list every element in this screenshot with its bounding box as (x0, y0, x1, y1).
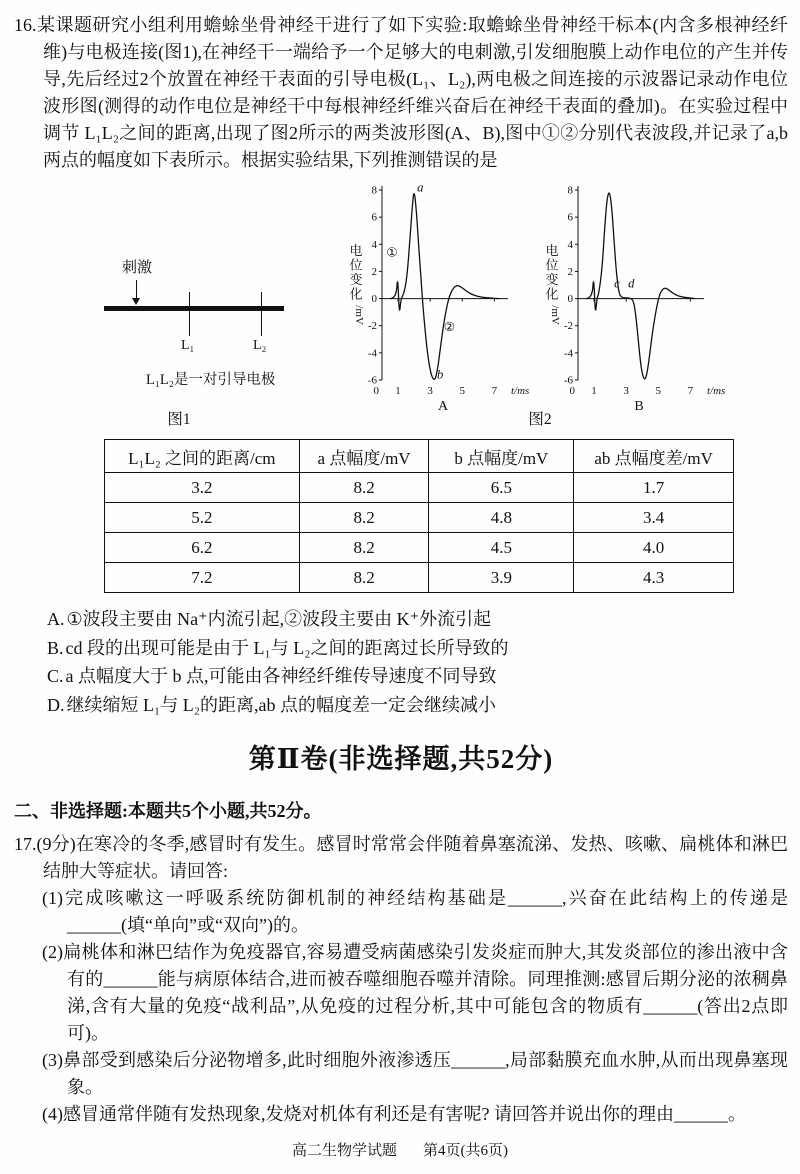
table-cell: 1.7 (574, 473, 734, 503)
table-cell: 4.8 (429, 503, 574, 533)
y-tick-label: 6 (567, 211, 573, 224)
figure1-caption: 图1 (167, 411, 191, 428)
x-tick-label: 1 (591, 385, 597, 397)
table-header-cell: ab 点幅度差/mV (574, 440, 734, 473)
y-axis-label: 变 (545, 272, 559, 288)
option-d-label: D. (47, 694, 65, 715)
origin-label: 0 (373, 385, 379, 397)
origin-label: 0 (569, 385, 575, 397)
table-cell: 8.2 (299, 533, 429, 563)
table-row (105, 473, 734, 503)
stimulus-label: 刺激 (122, 260, 153, 276)
question-17-body: (9分)在寒冷的冬季,感冒时有发生。感冒时常常会伴随着鼻塞流涕、发热、咳嗽、扁桃体和淋巴结肿大等症状。请回答: (36, 834, 788, 881)
option-d-text: 继续缩短 L₁与 L₂的距离,ab 点的幅度差一定会继续减小 (66, 694, 497, 715)
x-axis-label: t/ms (511, 385, 530, 397)
q16-options (47, 605, 788, 719)
graph-letter-label: B (634, 399, 644, 413)
annotation-label: a (417, 180, 424, 195)
option-b-text: cd 段的出现可能是由于 L₁与 L₂之间的距离过长所导致的 (65, 637, 509, 658)
table-cell: 3.2 (105, 473, 300, 503)
section2-title: 第Ⅱ卷(非选择题,共52分) (248, 744, 554, 774)
electrode-l1-label: L₁ (181, 338, 195, 353)
table-row (105, 503, 734, 533)
y-tick-label: 2 (567, 265, 573, 278)
option-a-label: A. (47, 609, 65, 629)
figures-row (14, 180, 788, 413)
q17-item-1: (1)完成咳嗽这一呼吸系统防御机制的神经结构基础是______,兴奋在此结构上的传递是______(填“单向”或“双向”)的。 (42, 888, 788, 935)
electrode-l2-line (261, 292, 262, 336)
y-tick-label: 8 (567, 184, 573, 197)
annotation-label: b (436, 367, 444, 382)
question-16 (14, 12, 788, 174)
table-cell: 6.5 (429, 473, 574, 503)
option-c (47, 662, 788, 691)
x-axis-label: t/ms (707, 385, 726, 397)
footer-page-number: 第4页(共6页) (423, 1143, 508, 1159)
figure1-note: L₁L₂是一对引导电极 (146, 372, 276, 388)
y-tick-label: 6 (371, 211, 377, 224)
q16-table (104, 439, 734, 593)
table-header-cell: L₁L₂ 之间的距离/cm (105, 440, 300, 473)
table-cell: 4.3 (574, 563, 734, 593)
x-tick-label: 5 (459, 385, 466, 397)
figure1-setup-diagram (54, 180, 344, 413)
option-a (47, 605, 788, 634)
q17-item-3: (3)鼻部受到感染后分泌物增多,此时细胞外液渗透压______,局部黏膜充血水肿,从而出现鼻塞现象。 (42, 1050, 788, 1097)
table-cell: 4.5 (429, 533, 574, 563)
y-axis-label: 电 (545, 243, 559, 259)
y-axis-label: 电 (349, 243, 363, 259)
annotation-label: ② (443, 320, 456, 335)
table-header-row (105, 440, 734, 473)
table-row (105, 563, 734, 593)
question-16-body: 某课题研究小组利用蟾蜍坐骨神经干进行了如下实验:取蟾蜍坐骨神经干标本(内含多根神经纤维)与电极连接(图1),在神经干一端给予一个足够大的电刺激,引发细胞膜上动作电位的产生并传导,先后经过2个放置在神经干表面的引导电极(L₁、L₂),两电极之间连接的示波器记录动作电位波形图(测得的动作电位是神经干中每根神经纤维兴奋后在神经干表面的叠加)。在实验过程中调节 L₁L₂之间的距离,出现了图2所示的两类波形图(A、B),图中①②分别代表波段,并记录了a,b两点的幅度如下表所示。根据实验结果,下列推测错误的是 (36, 15, 788, 170)
x-tick-label: 5 (655, 385, 662, 397)
option-b-label: B. (47, 637, 64, 658)
q17-item-4: (4)感冒通常伴随有发热现象,发烧对机体有利还是有害呢? 请回答并说出你的理由______。 (42, 1104, 746, 1124)
y-tick-label: -6 (367, 374, 377, 387)
page-footer (0, 1139, 800, 1174)
y-tick-label: 0 (371, 293, 377, 306)
table-cell: 6.2 (105, 533, 300, 563)
x-tick-label: 7 (491, 385, 498, 397)
footer-exam-title: 高二生物学试题 (291, 1143, 397, 1159)
y-axis-label: 变 (349, 272, 363, 288)
y-axis-label: 化 (545, 286, 559, 302)
question-17 (14, 831, 788, 1128)
y-tick-label: 0 (567, 293, 573, 306)
option-c-label: C. (47, 666, 64, 686)
waveform-path (390, 194, 499, 380)
y-axis-label: 位 (349, 257, 363, 273)
y-tick-label: -6 (563, 374, 573, 387)
y-axis-label: 化 (349, 286, 363, 302)
table-cell: 8.2 (299, 563, 429, 593)
graph-b-svg (540, 180, 736, 413)
y-tick-label: -2 (563, 320, 573, 333)
y-axis-unit: /mV (549, 305, 561, 325)
annotation-label: d (628, 276, 635, 291)
x-tick-label: 7 (687, 385, 694, 397)
y-axis-label: 位 (545, 257, 559, 273)
option-c-text: a 点幅度大于 b 点,可能由各神经纤维传导速度不同导致 (65, 666, 497, 686)
annotation-label: ① (386, 245, 398, 260)
option-a-text: ①波段主要由 Na⁺内流引起,②波段主要由 K⁺外流引起 (66, 609, 492, 629)
table-header-cell: a 点幅度/mV (299, 440, 429, 473)
table-cell: 3.9 (429, 563, 574, 593)
q17-item-2: (2)扁桃体和淋巴结作为免疫器官,容易遭受病菌感染引发炎症而肿大,其发炎部位的渗出液中含有的______能与病原体结合,进而被吞噬细胞吞噬并清除。同理推测:感冒后期分泌的浓稠鼻涕,含有大量的免疫“战利品”,从免疫的过程分析,其中可能包含的物质有______(答出2点即可)。 (42, 942, 788, 1043)
y-tick-label: -2 (367, 320, 377, 333)
x-tick-label: 3 (623, 385, 629, 397)
table-cell: 7.2 (105, 563, 300, 593)
y-axis-unit: /mV (353, 305, 365, 325)
question-17-number: 17. (14, 834, 37, 854)
electrode-l2-label: L₂ (253, 338, 267, 353)
x-tick-label: 3 (427, 385, 433, 397)
y-tick-label: 4 (371, 238, 377, 251)
stimulus-arrowhead-icon (132, 298, 140, 305)
y-tick-label: -4 (563, 347, 573, 360)
y-tick-label: 2 (371, 265, 377, 278)
nerve-trunk-bar (104, 306, 284, 311)
waveform-path (586, 193, 695, 379)
option-b (47, 634, 788, 663)
option-d (47, 691, 788, 720)
table-cell: 8.2 (299, 503, 429, 533)
y-tick-label: 8 (371, 184, 377, 197)
x-tick-label: 1 (395, 385, 401, 397)
annotation-label: c (614, 276, 620, 291)
table-cell: 5.2 (105, 503, 300, 533)
section2-intro: 二、非选择题:本题共5个小题,共52分。 (14, 801, 322, 821)
y-tick-label: -4 (367, 347, 377, 360)
question-17-intro (14, 831, 788, 885)
electrode-l1-line (189, 292, 190, 336)
table-header-cell: b 点幅度/mV (429, 440, 574, 473)
graph-letter-label: A (437, 399, 449, 413)
question-16-number: 16. (14, 15, 37, 35)
table-row (105, 533, 734, 563)
graph-a-svg (344, 180, 540, 413)
figure2-caption: 图2 (528, 411, 552, 428)
table-cell: 8.2 (299, 473, 429, 503)
y-tick-label: 4 (567, 238, 573, 251)
stimulus-arrow (136, 280, 137, 300)
table-cell: 4.0 (574, 533, 734, 563)
table-cell: 3.4 (574, 503, 734, 533)
